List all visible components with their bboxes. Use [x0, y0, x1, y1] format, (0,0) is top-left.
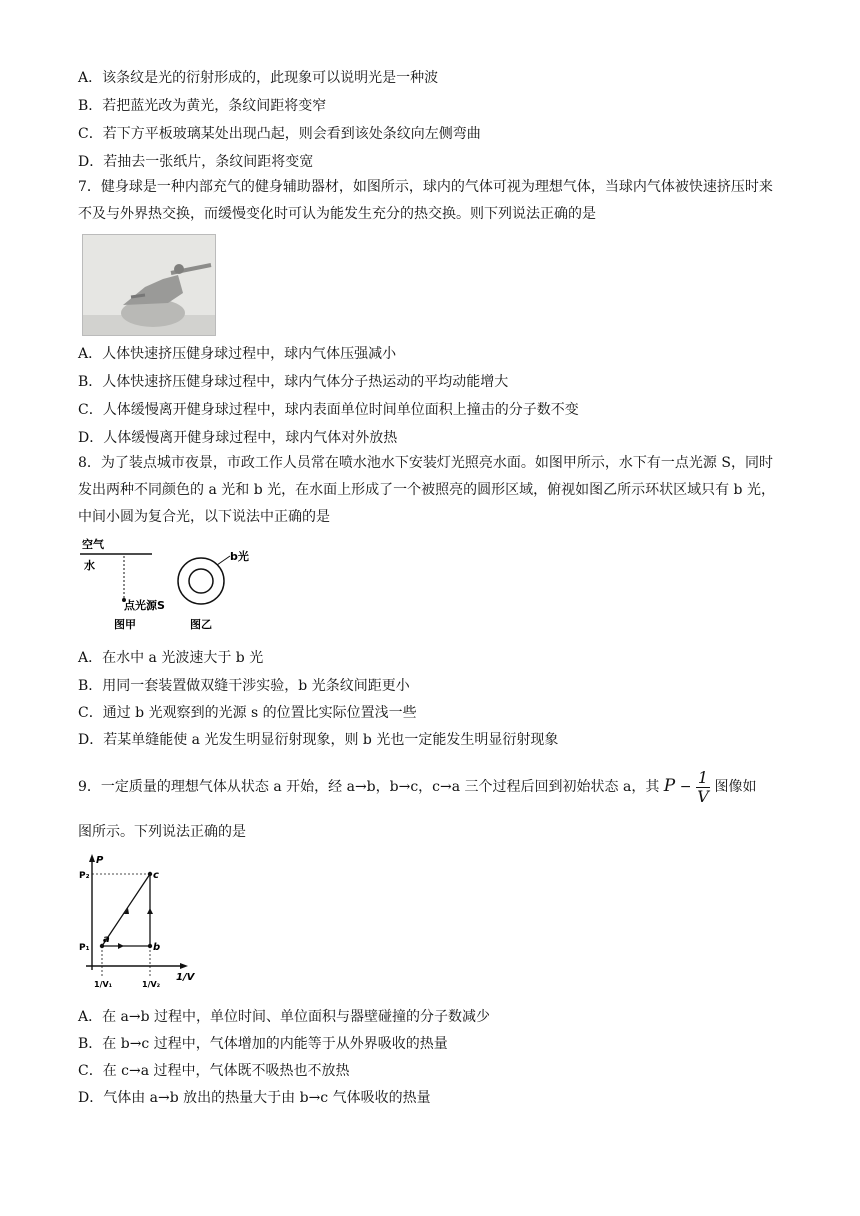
- graph-point-a: a: [103, 934, 110, 945]
- fig-source-label: 点光源S: [124, 599, 165, 612]
- q8-figure: [80, 536, 260, 640]
- fig-water-label: 水: [84, 559, 95, 572]
- graph-p1-label: P₁: [79, 943, 90, 953]
- q6-option-c: C．若下方平板玻璃某处出现凸起，则会看到该处条纹向左侧弯曲: [78, 126, 481, 142]
- graph-x-axis-label: 1/V: [176, 972, 195, 983]
- graph-p2-label: P₂: [79, 871, 90, 881]
- graph-y-axis-label: P: [96, 855, 104, 866]
- fitness-ball-photo: [82, 234, 216, 336]
- fig-jia-label: 图甲: [114, 618, 136, 631]
- q7-option-b: B．人体快速挤压健身球过程中，球内气体分子热运动的平均动能增大: [78, 374, 509, 390]
- q7-option-d: D．人体缓慢离开健身球过程中，球内气体对外放热: [78, 430, 398, 446]
- q9-stem-minus: −: [679, 779, 692, 795]
- graph-point-c: c: [153, 870, 159, 881]
- q9-option-b: B．在 b→c 过程中，气体增加的内能等于从外界吸收的热量: [78, 1036, 448, 1052]
- q9-option-d: D．气体由 a→b 放出的热量大于由 b→c 气体吸收的热量: [78, 1090, 431, 1106]
- q8-option-b: B．用同一套装置做双缝干涉实验，b 光条纹间距更小: [78, 678, 410, 694]
- graph-v1-label: 1/V₁: [94, 980, 113, 989]
- q8-option-a: A．在水中 a 光波速大于 b 光: [78, 650, 264, 666]
- fig-yi-label: 图乙: [190, 618, 212, 631]
- q8-stem: 8．为了装点城市夜景，市政工作人员常在喷水池水下安装灯光照亮水面。如图甲所示，水下有一点光源 S，同时发出两种不同颜色的 a 光和 b 光，在水面上形成了一个被照亮的圆形区域，俯视如图乙所示环状区域只有 b 光，中间小圆为复合光，以下说法中正确的是: [78, 455, 775, 525]
- q9-fraction-numerator: 1: [697, 767, 709, 787]
- q9-stem-line2: 图所示。下列说法正确的是: [78, 824, 246, 840]
- q9-stem-post: 图像如: [714, 779, 757, 795]
- q9-option-c: C．在 c→a 过程中，气体既不吸热也不放热: [78, 1063, 350, 1079]
- q9-p-inverse-v-graph: [78, 852, 198, 996]
- q6-option-d: D．若抽去一张纸片，条纹间距将变宽: [78, 154, 314, 170]
- fig-air-label: 空气: [82, 538, 104, 551]
- q7-stem: 7．健身球是一种内部充气的健身辅助器材，如图所示，球内的气体可视为理想气体，当球内气体被快速挤压时来不及与外界热交换，而缓慢变化时可认为能发生充分的热交换。则下列说法正确的是: [78, 179, 773, 222]
- q9-fraction: [696, 769, 710, 806]
- q9-stem-p: P: [663, 776, 676, 796]
- q6-option-b: B．若把蓝光改为黄光，条纹间距将变窄: [78, 98, 327, 114]
- q9-stem-line1: [78, 766, 757, 807]
- q7-option-a: A．人体快速挤压健身球过程中，球内气体压强减小: [78, 346, 397, 362]
- graph-v2-label: 1/V₂: [142, 980, 161, 989]
- q9-option-a: A．在 a→b 过程中，单位时间、单位面积与器壁碰撞的分子数减少: [78, 1009, 491, 1025]
- q8-option-d: D．若某单缝能使 a 光发生明显衍射现象，则 b 光也一定能发生明显衍射现象: [78, 732, 559, 748]
- q9-fraction-denominator: V: [697, 786, 709, 806]
- q7-option-c: C．人体缓慢离开健身球过程中，球内表面单位时间单位面积上撞击的分子数不变: [78, 402, 579, 418]
- q8-option-c: C．通过 b 光观察到的光源 s 的位置比实际位置浅一些: [78, 705, 417, 721]
- graph-point-b: b: [153, 942, 161, 953]
- q6-option-a: A．该条纹是光的衍射形成的，此现象可以说明光是一种波: [78, 70, 439, 86]
- q9-stem-pre: 9．一定质量的理想气体从状态 a 开始，经 a→b，b→c，c→a 三个过程后回到初始状态 a，其: [78, 779, 660, 795]
- fig-b-light-label: b光: [230, 550, 249, 563]
